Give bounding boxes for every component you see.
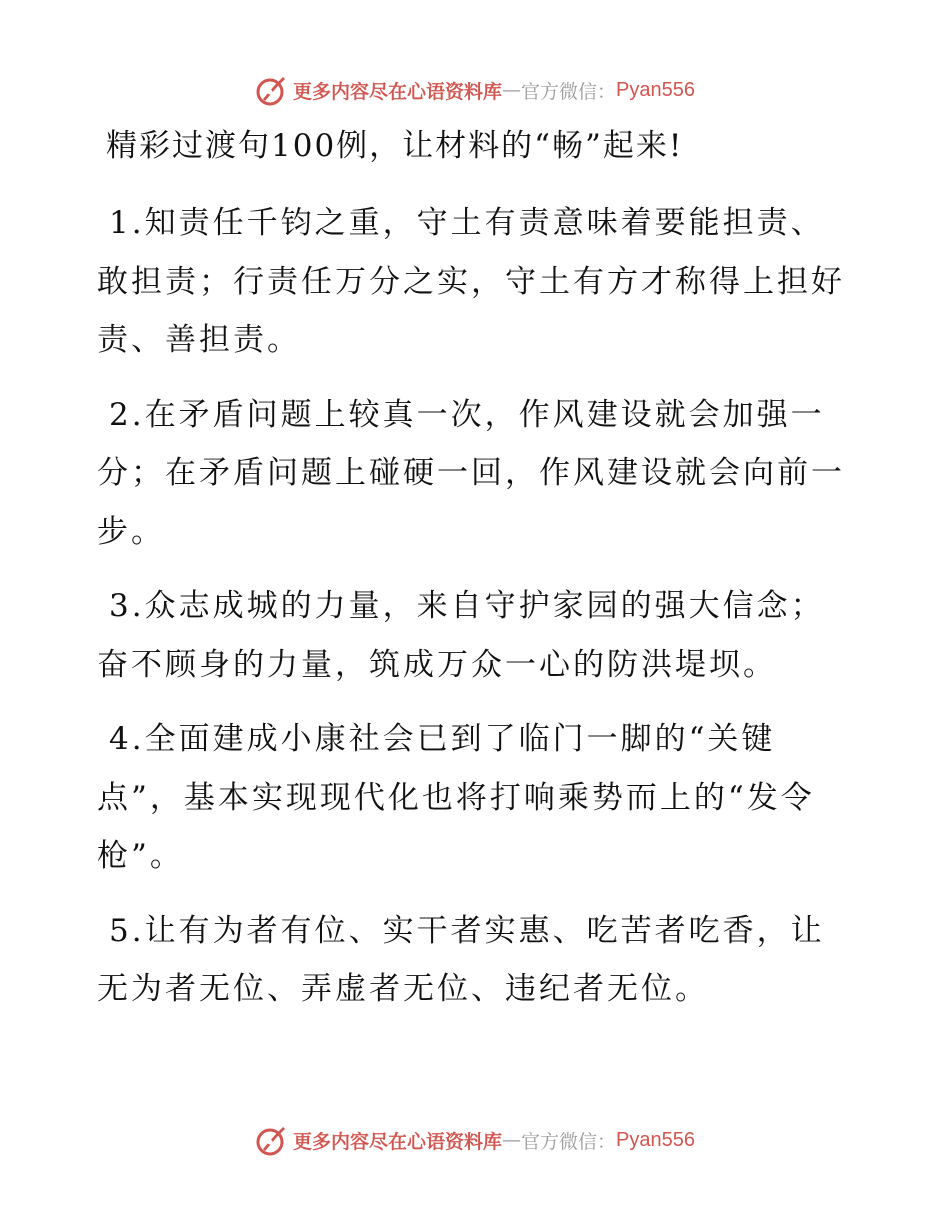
header-banner <box>0 70 950 110</box>
list-item-line: 1.知责任千钧之重，守土有责意味着要能担责、 <box>109 205 825 241</box>
header-wechat-label: 官方微信： <box>521 80 617 103</box>
footer-banner <box>0 1120 950 1160</box>
list-item <box>97 577 857 694</box>
list-item <box>97 710 857 886</box>
header-separator: — <box>502 79 522 101</box>
list-item-line: 枪”。 <box>97 838 184 874</box>
list-item-line: 无为者无位、弄虚者无位、违纪者无位。 <box>97 971 709 1007</box>
header-brand-text: 更多内容尽在心语资料库 <box>293 80 503 103</box>
document-body <box>97 194 857 1035</box>
list-item <box>97 386 857 562</box>
footer-separator: — <box>502 1129 522 1151</box>
footer-wechat-id: Pyan556 <box>616 1128 695 1151</box>
pen-nib-logo-icon <box>255 73 289 107</box>
list-item-line: 敢担责；行责任万分之实，守土有方才称得上担好 <box>97 263 845 300</box>
list-item-line: 点”，基本实现现代化也将打响乘势而上的“发令 <box>97 779 815 816</box>
pen-nib-logo-icon <box>255 1123 289 1157</box>
header-wechat-id: Pyan556 <box>616 78 695 101</box>
list-item-line: 步。 <box>97 513 165 550</box>
list-item-line: 分；在矛盾问题上碰硬一回，作风建设就会向前一 <box>97 455 845 491</box>
list-item-line: 3.众志成城的力量，来自守护家园的强大信念； <box>109 588 825 624</box>
list-item-line: 2.在矛盾问题上较真一次，作风建设就会加强一 <box>109 396 825 433</box>
list-item <box>97 194 857 370</box>
list-item-line: 奋不顾身的力量，筑成万众一心的防洪堤坝。 <box>97 646 777 683</box>
list-item-line: 5.让有为者有位、实干者实惠、吃苦者吃香，让 <box>109 912 825 949</box>
document-title: 精彩过渡句100例，让材料的“畅”起来! <box>106 128 684 164</box>
list-item-line: 责、善担责。 <box>97 322 301 358</box>
footer-brand-text: 更多内容尽在心语资料库 <box>293 1130 503 1153</box>
list-item-line: 4.全面建成小康社会已到了临门一脚的“关键 <box>109 721 776 757</box>
footer-wechat-label: 官方微信： <box>521 1130 617 1153</box>
list-item <box>97 902 857 1019</box>
